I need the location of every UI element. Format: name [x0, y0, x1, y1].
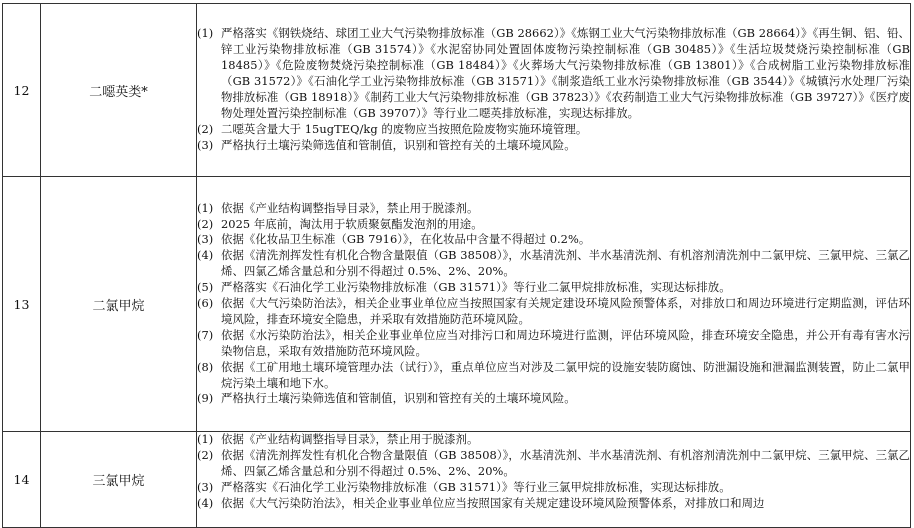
item-text: 2025 年底前，淘汰用于软质聚氨酯发泡剂的用途。	[221, 216, 483, 231]
measure-item	[197, 496, 910, 512]
item-marker: (2)	[197, 216, 214, 231]
regulation-table	[2, 3, 911, 528]
item-text: 依据《产业结构调整指导目录》，禁止用于脱漆剂。	[221, 200, 479, 215]
measure-item	[197, 232, 910, 248]
item-marker: (4)	[197, 248, 214, 263]
item-marker: (3)	[197, 232, 214, 247]
measure-item	[197, 201, 910, 217]
measure-item	[197, 248, 910, 280]
row-number: 12	[3, 4, 41, 177]
item-marker: (2)	[197, 121, 214, 136]
item-marker: (7)	[197, 327, 214, 342]
table-row	[3, 432, 911, 528]
measure-item	[197, 391, 910, 407]
item-text: 严格执行土壤污染筛选值和管制值，识别和管控有关的土壤环境风险。	[221, 391, 576, 406]
substance-name: 三氯甲烷	[41, 432, 197, 528]
row-number: 13	[3, 177, 41, 432]
item-text: 依据《化妆品卫生标准（GB 7916）》，在化妆品中含量不得超过 0.2%。	[221, 232, 591, 247]
item-text: 依据《工矿用地土壤环境管理办法（试行）》，重点单位应当对涉及二氯甲烷的设施安装防腐蚀、防泄漏设施和泄漏监测装置，防止二氯甲烷污染土壤和地下水。	[221, 359, 910, 390]
item-marker: (4)	[197, 495, 214, 510]
measure-item	[197, 448, 910, 480]
item-text: 依据《产业结构调整指导目录》，禁止用于脱漆剂。	[221, 432, 479, 446]
item-text: 依据《清洗剂挥发性有机化合物含量限值（GB 38508）》，水基清洗剂、半水基清洗剂、有机溶剂清洗剂中二氯甲烷、三氯甲烷、三氯乙烯、四氯乙烯含量总和分别不得超过 0.5%、2%、20%。	[221, 447, 910, 478]
item-text: 严格落实《钢铁烧结、球团工业大气污染物排放标准（GB 28662）》《炼钢工业大气污染物排放标准（GB 28664）》《再生铜、铝、铅、锌工业污染物排放标准（GB 31574）》《水泥窑协同处置固体废物污染控制标准（GB 30485）》《生活垃圾焚烧污染控制标准（GB 18485）》《危险废物焚烧污染控制标准（GB 18484）》《火葬场大气污染物排放标准（GB 13801）》《合成树脂工业污染物排放标准（GB 31572）》《石油化学工业污染物排放标准（GB 31571）》《制浆造纸工业水污染物排放标准（GB 3544）》《城镇污水处理厂污染物排放标准（GB 18918）》《制药工业大气污染物排放标准（GB 37823）》《农药制造工业大气污染物排放标准（GB 39727）》《医疗废物处理处置污染控制标准（GB 39707）》等行业二噁英排放标准，实现达标排放。	[221, 26, 910, 120]
item-marker: (3)	[197, 479, 214, 494]
measure-item	[197, 360, 910, 392]
item-marker: (6)	[197, 296, 214, 311]
item-marker: (1)	[197, 200, 214, 215]
item-text: 严格落实《石油化学工业污染物排放标准（GB 31571）》等行业三氯甲烷排放标准，实现达标排放。	[221, 479, 731, 494]
item-text: 严格落实《石油化学工业污染物排放标准（GB 31571）》等行业二氯甲烷排放标准，实现达标排放。	[221, 280, 731, 295]
item-marker: (1)	[197, 432, 214, 446]
measure-item	[197, 122, 910, 138]
item-marker: (2)	[197, 447, 214, 462]
item-text: 严格执行土壤污染筛选值和管制值，识别和管控有关的土壤环境风险。	[221, 137, 576, 152]
measures-cell	[197, 432, 911, 528]
measures-cell	[197, 4, 911, 177]
measure-item	[197, 328, 910, 360]
item-marker: (5)	[197, 280, 214, 295]
measure-item	[197, 432, 910, 448]
substance-name: 二氯甲烷	[41, 177, 197, 432]
measures-cell	[197, 177, 911, 432]
measure-item	[197, 480, 910, 496]
item-text: 依据《水污染防治法》，相关企业事业单位应当对排污口和周边环境进行监测，评估环境风险，排查环境安全隐患，并公开有毒有害水污染物信息，采取有效措施防范环境风险。	[221, 327, 910, 358]
item-marker: (8)	[197, 359, 214, 374]
measure-item	[197, 296, 910, 328]
table-row	[3, 4, 911, 177]
item-text: 依据《清洗剂挥发性有机化合物含量限值（GB 38508）》，水基清洗剂、半水基清洗剂、有机溶剂清洗剂中二氯甲烷、三氯甲烷、三氯乙烯、四氯乙烯含量总和分别不得超过 0.5%、2%、20%。	[221, 248, 910, 279]
row-number: 14	[3, 432, 41, 528]
measure-item	[197, 26, 910, 121]
measure-item	[197, 138, 910, 154]
substance-name: 二噁英类*	[41, 4, 197, 177]
item-marker: (3)	[197, 137, 214, 152]
item-text: 二噁英含量大于 15ugTEQ/kg 的废物应当按照危险废物实施环境管理。	[221, 121, 588, 136]
item-text: 依据《大气污染防治法》，相关企业事业单位应当按照国家有关规定建设环境风险预警体系，对排放口和周边环境进行定期监测，评估环境风险，排查环境安全隐患，并采取有效措施防范环境风险。	[221, 296, 910, 326]
measure-item	[197, 280, 910, 296]
item-marker: (1)	[197, 26, 214, 41]
table-row	[3, 177, 911, 432]
measure-item	[197, 217, 910, 233]
item-marker: (9)	[197, 391, 214, 406]
item-text: 依据《大气污染防治法》，相关企业事业单位应当按照国家有关规定建设环境风险预警体系，对排放口和周边	[221, 495, 765, 510]
